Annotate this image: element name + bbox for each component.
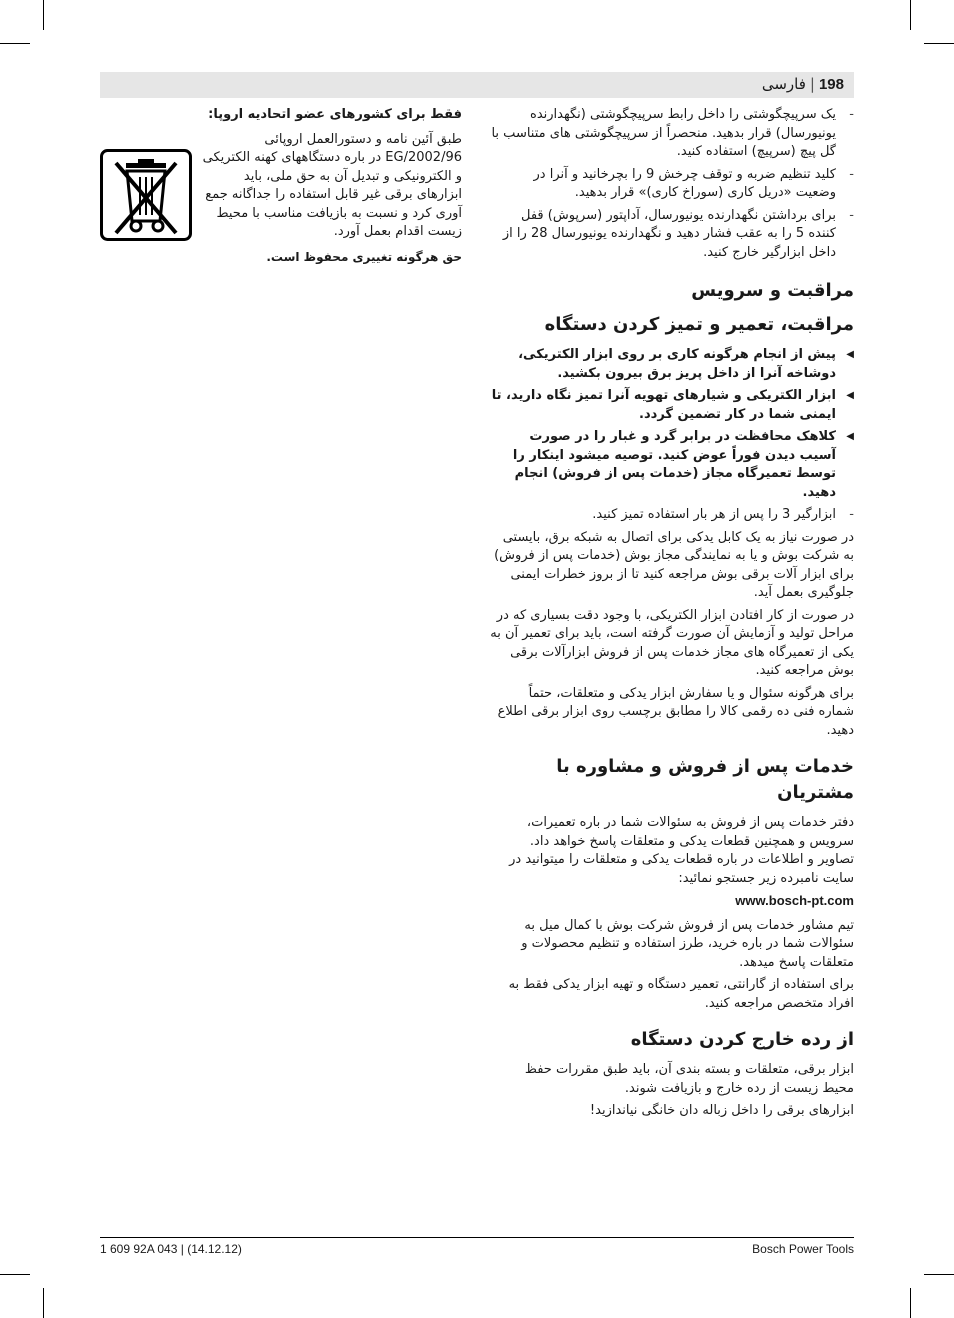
footer-brand: Bosch Power Tools bbox=[752, 1242, 854, 1256]
website-link[interactable]: www.bosch-pt.com bbox=[735, 893, 854, 908]
right-column bbox=[490, 106, 854, 1125]
section-heading-disposal: از رده خارج کردن دستگاه bbox=[630, 1029, 854, 1050]
warning-item bbox=[490, 428, 854, 502]
paragraph: ابزار برقی، متعلقات و بسته بندی آن، باید طبق مقررات حفظ محیط زیست از رده خارج و بازیافت شوند. bbox=[524, 1062, 854, 1096]
crop-mark bbox=[924, 1274, 954, 1275]
paragraph: برای هرگونه سئوال و یا سفارش ابزار یدکی و متعلقات، حتماً شماره فنی ده رقمی کالا را مطابق برچسب روی ابزار برقی اطلاع دهید. bbox=[497, 685, 854, 738]
section-heading-service: خدمات پس از فروش و مشاوره با مشتریان bbox=[556, 756, 854, 803]
crop-mark bbox=[924, 43, 954, 44]
paragraph: در صورت نیاز به یک کابل یدکی برای اتصال به شبکه برق، بایستی به شرکت بوش و یا به نمایندگی مجاز بوش (خدمات پس از فروش) برای ابزار آلات برقی بوش مراجعه کنید تا از بروز خطرات ایمنی جلوگیری بعمل آید. bbox=[494, 529, 854, 600]
header-separator: | bbox=[809, 75, 815, 93]
left-column bbox=[100, 106, 462, 266]
footer-divider bbox=[100, 1237, 854, 1238]
footer-document-id: 1 609 92A 043 | (14.12.12) bbox=[100, 1242, 242, 1256]
eu-block bbox=[100, 131, 462, 242]
paragraph: دفتر خدمات پس از فروش به سئوالات شما در باره تعمیرات، سرویس و همچنین قطعات یدکی و متعلقات پاسخ خواهد داد. تصاویر و اطلاعات در باره قطعات یدکی و متعلقات را میتوانید در سایت نامبرده زیر جستجو نمائید: bbox=[509, 815, 854, 886]
page-header bbox=[100, 72, 854, 98]
crop-mark bbox=[43, 1288, 44, 1318]
section-heading-maintenance: مراقبت و سرویس bbox=[691, 280, 854, 301]
warning-text: پیش از انجام هرگونه کاری بر روی ابزار الکتریکی، دوشاخه آنرا از داخل پریز برق بیرون بکشید. bbox=[518, 347, 836, 381]
list-item-text: کلید تنظیم ضربه و توقف چرخش 9 را بچرخانید و آنرا در وضعیت «دریل کاری (سوراخ کاری)» قرار بدهید. bbox=[533, 166, 836, 200]
crop-mark bbox=[910, 0, 911, 30]
crossed-out-wheelie-bin-icon bbox=[100, 149, 192, 241]
crop-mark bbox=[43, 0, 44, 30]
triangle-bullet-icon: ◀ bbox=[846, 431, 854, 442]
paragraph: تیم مشاور خدمات پس از فروش شرکت بوش با کمال میل به سئوالات شما در باره خرید، طرز استفاده و تنظیم محصولات و متعلقات پاسخ میدهد. bbox=[521, 917, 854, 970]
list-item: - یک سرپیچگوشتی را داخل رابط سرپیچگوشتی (نگهدارنده یونیورسال) قرار بدهید. منحصراً از سرپیچگوشتی های متناسب با گل پیچ (سرپیچ) استفاده کنید. bbox=[491, 107, 854, 159]
warning-item bbox=[490, 346, 854, 383]
paragraph: در صورت از کار افتادن ابزار الکتریکی، با وجود دقت بسیاری که در مراحل تولید و آزمایش آن صورت گرفته است، باید برای تعمیر آن به یکی از تعمیرگاه های مجاز خدمات پس از فروش ابزارآلات برقی بوش مراجعه کنید. bbox=[490, 607, 854, 678]
list-item-text: یک سرپیچگوشتی را داخل رابط سرپیچگوشتی (نگهدارنده یونیورسال) قرار بدهید. منحصراً از سرپیچگوشتی های متناسب با گل پیچ (سرپیچ) استفاده کنید. bbox=[491, 107, 836, 159]
page-number: 198 bbox=[818, 76, 844, 93]
eu-text: طبق آئین نامه و دستورالعمل اروپائی 2002/96/EG در باره دستگاههای کهنه الکتریکی و الکترونیکی و تبدیل آن به حق ملی، باید ابزارهای برقی غیر قابل استفاده را جداگانه جمع آوری کرد و نسبت به بازیافت مناسب با محیط زیست اقدام بعمل آورد. bbox=[202, 131, 462, 239]
warning-text: کلاهک محافظت در برابر گرد و غبار را در صورت آسیب دیدن فوراً عوض کنید. توصیه میشود اینکار را توسط تعمیرگاه مجاز (خدمات پس از فروش) انجام دهید. bbox=[512, 429, 836, 500]
crop-mark bbox=[0, 43, 30, 44]
list-item: - کلید تنظیم ضربه و توقف چرخش 9 را بچرخانید و آنرا در وضعیت «دریل کاری (سوراخ کاری)» قرار بدهید. bbox=[533, 166, 854, 200]
triangle-bullet-icon: ◀ bbox=[846, 390, 854, 401]
list-item: - ابزارگیر 3 را پس از هر بار استفاده تمیز کنید. bbox=[592, 507, 854, 522]
list-item-text: برای برداشتن نگهدارنده یونیورسال، آداپتور (سرپوش) قفل کننده 5 را به عقب فشار دهید و نگهدارنده یونیورسال 28 را از داخل ابزارگیر خارج کنید. bbox=[502, 207, 836, 260]
header-label bbox=[762, 75, 844, 93]
header-language: فارسی bbox=[761, 75, 806, 93]
list-item-text: ابزارگیر 3 را پس از هر بار استفاده تمیز کنید. bbox=[592, 507, 836, 522]
crop-mark bbox=[0, 1274, 30, 1275]
crop-mark bbox=[910, 1288, 911, 1318]
eu-heading: فقط برای کشورهای عضو اتحادیه اروپا: bbox=[208, 107, 462, 122]
copyright-note: حق هرگونه تغییری محفوظ است. bbox=[266, 249, 462, 264]
subheading-care: مراقبت، تعمیر و تمیز کردن دستگاه bbox=[544, 314, 854, 335]
paragraph: ابزارهای برقی را داخل زباله دان خانگی نیاندازید! bbox=[589, 1103, 854, 1118]
paragraph: برای استفاده از گارانتی، تعمیر دستگاه و تهیه ابزار یدکی فقط به افراد متخصص مراجعه کنید. bbox=[508, 977, 854, 1011]
warning-item bbox=[490, 387, 854, 424]
triangle-bullet-icon: ◀ bbox=[846, 349, 854, 360]
list-item: - برای برداشتن نگهدارنده یونیورسال، آداپتور (سرپوش) قفل کننده 5 را به عقب فشار دهید و نگهدارنده یونیورسال 28 را از داخل ابزارگیر خارج کنید. bbox=[502, 207, 854, 260]
warning-text: ابزار الکتریکی و شیارهای تهویه آنرا تمیز نگاه دارید، تا ایمنی شما در کار تضمین گردد. bbox=[491, 388, 836, 422]
